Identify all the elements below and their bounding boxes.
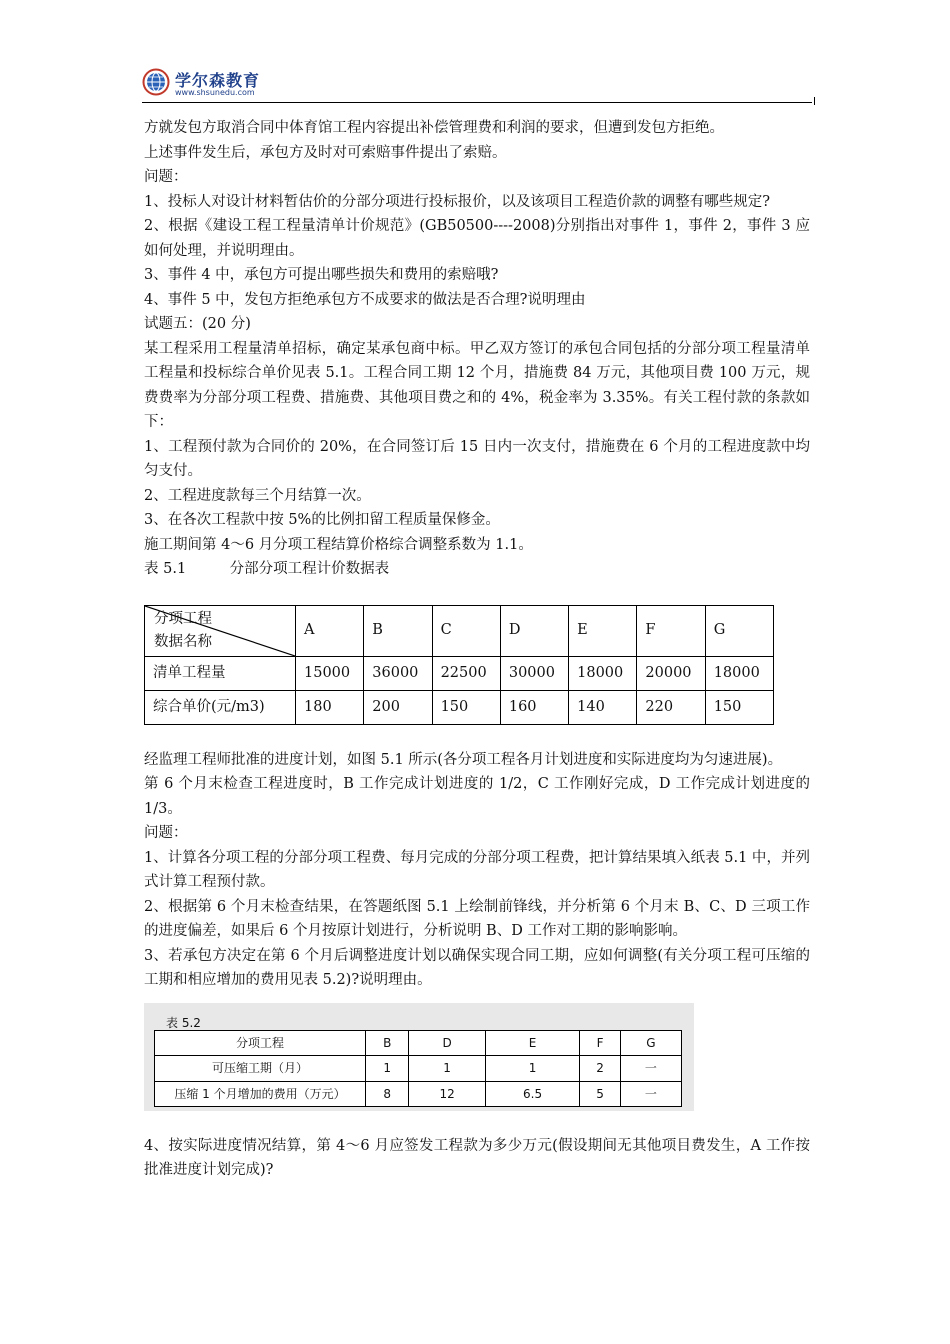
table-5-1 (144, 605, 774, 725)
diagonal-header-cell (145, 605, 296, 656)
table-caption: 表 5.1 分部分项工程计价数据表 (144, 561, 390, 577)
column-header: F (637, 605, 705, 656)
paragraph: 4、按实际进度情况结算，第 4～6 月应签发工程款为多少万元(假设期间无其他项目费发生，A 工作按批准进度计划完成)? (144, 1137, 810, 1178)
row-label: 压缩 1 个月增加的费用（万元） (155, 1081, 366, 1107)
table-cell: 18000 (569, 656, 637, 690)
header-divider-tick (814, 97, 815, 105)
table-cell: 150 (705, 690, 773, 724)
globe-logo-icon (142, 68, 170, 96)
table-cell: 140 (569, 690, 637, 724)
paragraph: 1、工程预付款为合同价的 20%，在合同签订后 15 日内一次支付，措施费在 6 个月的工程进度款中均匀支付。 (144, 438, 810, 479)
paragraph: 某工程采用工程量清单招标，确定某承包商中标。甲乙双方签订的承包合同包括的分部分项工程量清单工程量和投标综合单价见表 5.1。工程合同工期 12 个月，措施费 84 万元，其他项目费 100 万元，规费费率为分部分项工程费、措施费、其他项目费之和的 4%，税金率为 3.35%。有关工程付款的条款如下： (144, 340, 810, 430)
column-header: E (485, 1030, 579, 1056)
table-row (155, 1056, 682, 1082)
column-header: 分项工程 (155, 1030, 366, 1056)
table-cell: 36000 (364, 656, 432, 690)
row-label: 综合单价(元/m3) (145, 690, 296, 724)
table-5-2 (154, 1030, 682, 1108)
diag-top-label: 分项工程 (154, 610, 212, 627)
column-header: B (364, 605, 432, 656)
table-cell: 2 (580, 1056, 621, 1082)
column-header: F (580, 1030, 621, 1056)
table-cell: 1 (366, 1056, 409, 1082)
table-cell: 一 (620, 1081, 681, 1107)
table-cell: 18000 (705, 656, 773, 690)
paragraph: 上述事件发生后，承包方及时对可索赔事件提出了索赔。 (144, 144, 507, 161)
table-cell: 22500 (432, 656, 500, 690)
logo-url: www.shsunedu.com (175, 88, 255, 97)
paragraph: 3、在各次工程款中按 5%的比例扣留工程质量保修金。 (144, 512, 500, 528)
column-header: C (432, 605, 500, 656)
table-cell: 150 (432, 690, 500, 724)
table-5-2-caption: 表 5.2 (166, 1015, 201, 1030)
paragraph: 问题： (144, 825, 188, 841)
logo-title: 学尔森教育 (175, 71, 261, 90)
table-cell: 1 (409, 1056, 485, 1082)
paragraph: 3、事件 4 中，承包方可提出哪些损失和费用的索赔哦? (144, 267, 499, 283)
paragraph: 2、工程进度款每三个月结算一次。 (144, 487, 371, 504)
table-cell: 20000 (637, 656, 705, 690)
table-cell: 30000 (500, 656, 568, 690)
paragraph: 施工期间第 4～6 月分项工程结算价格综合调整系数为 1.1。 (144, 536, 533, 553)
paragraph: 第 6 个月末检查工程进度时，B 工作完成计划进度的 1/2，C 工作刚好完成，D 工作完成计划进度的 1/3。 (144, 776, 810, 817)
column-header: D (409, 1030, 485, 1056)
table-cell: 15000 (296, 656, 364, 690)
table-row (155, 1081, 682, 1107)
paragraph: 1、投标人对设计材料暂估价的分部分项进行投标报价，以及该项目工程造价款的调整有哪些规定? (144, 193, 770, 210)
table-cell: 一 (620, 1056, 681, 1082)
diag-bottom-label: 数据名称 (154, 633, 212, 650)
table-row (145, 656, 774, 690)
paragraph: 问题： (144, 169, 188, 185)
table-cell: 200 (364, 690, 432, 724)
column-header: A (296, 605, 364, 656)
paragraph: 3、若承包方决定在第 6 个月后调整进度计划以确保实现合同工期，应如何调整(有关分项工程可压缩的工期和相应增加的费用见表 5.2)?说明理由。 (144, 947, 810, 988)
row-label: 清单工程量 (145, 656, 296, 690)
table-cell: 1 (485, 1056, 579, 1082)
row-label: 可压缩工期（月） (155, 1056, 366, 1082)
paragraph: 1、计算各分项工程的分部分项工程费、每月完成的分部分项工程费，把计算结果填入纸表 5.1 中，并列式计算工程预付款。 (144, 849, 810, 890)
column-header: G (620, 1030, 681, 1056)
table-header-row (145, 605, 774, 656)
table-cell: 6.5 (485, 1081, 579, 1107)
table-cell: 220 (637, 690, 705, 724)
document-body (144, 116, 810, 1183)
column-header: D (500, 605, 568, 656)
paragraph: 经监理工程师批准的进度计划，如图 5.1 所示(各分项工程各月计划进度和实际进度均为匀速进展)。 (144, 751, 783, 768)
table-cell: 12 (409, 1081, 485, 1107)
column-header: G (705, 605, 773, 656)
table-cell: 180 (296, 690, 364, 724)
paragraph: 2、根据第 6 个月末检查结果，在答题纸图 5.1 上绘制前锋线，并分析第 6 个月末 B、C、D 三项工作的进度偏差，如果后 6 个月按原计划进行，分析说明 B、D 工作对工期的影响影响。 (144, 898, 810, 939)
table-row (145, 690, 774, 724)
column-header: E (569, 605, 637, 656)
paragraph: 方就发包方取消合同中体育馆工程内容提出补偿管理费和利润的要求，但遭到发包方拒绝。 (144, 120, 724, 136)
table-5-2-image (144, 1003, 694, 1111)
table-header-row (155, 1030, 682, 1056)
section-heading: 试题五：(20 分) (144, 316, 251, 332)
page-header (142, 66, 812, 104)
column-header: B (366, 1030, 409, 1056)
paragraph: 2、根据《建设工程工程量清单计价规范》(GB50500----2008)分别指出对事件 1，事件 2，事件 3 应如何处理，并说明理由。 (144, 218, 810, 259)
paragraph: 4、事件 5 中，发包方拒绝承包方不成要求的做法是否合理?说明理由 (144, 291, 586, 308)
table-cell: 5 (580, 1081, 621, 1107)
table-cell: 160 (500, 690, 568, 724)
table-cell: 8 (366, 1081, 409, 1107)
header-divider (142, 102, 812, 103)
